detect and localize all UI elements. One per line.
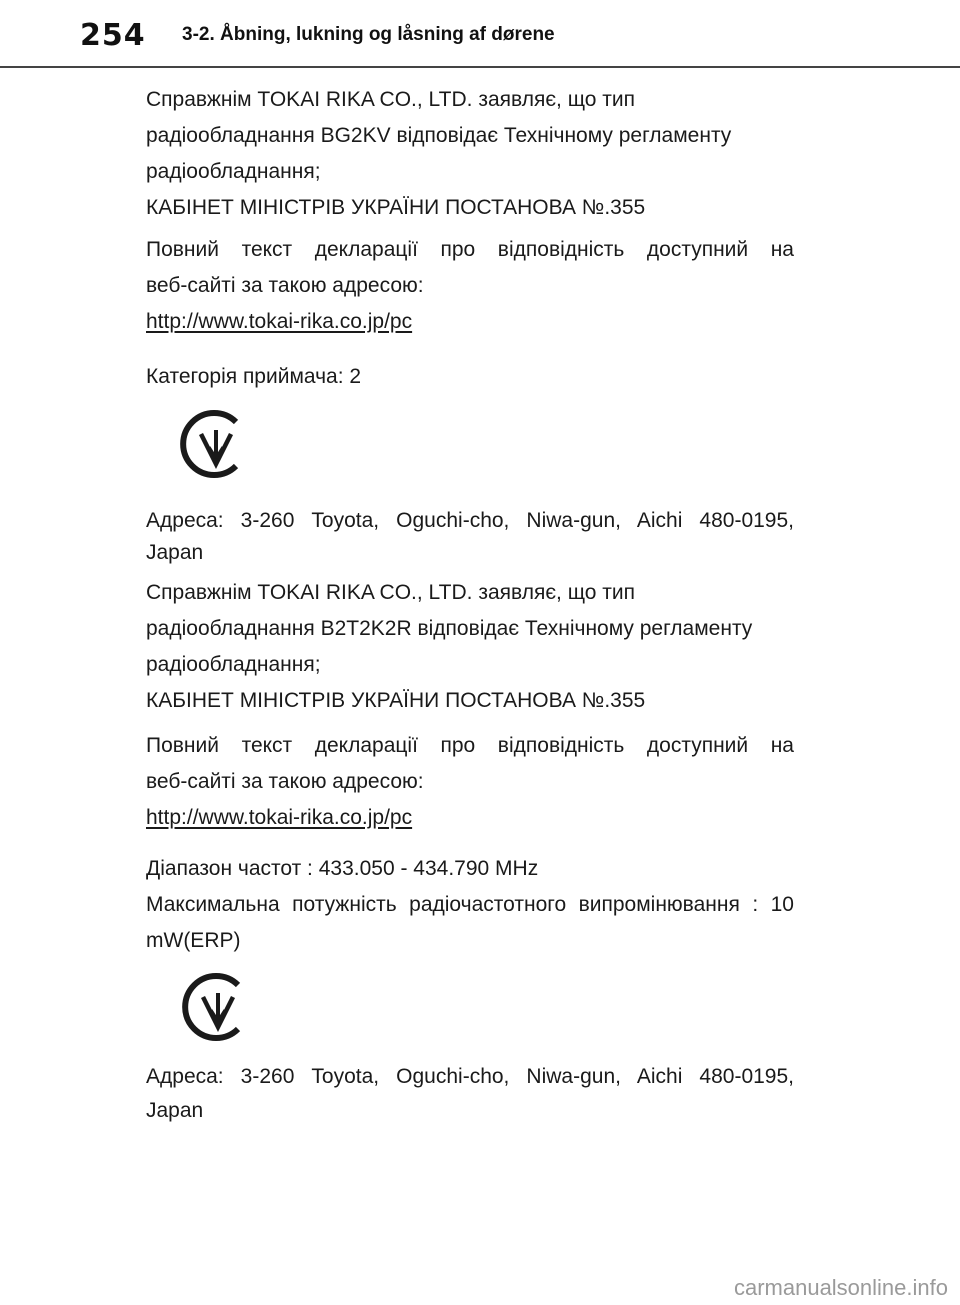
declaration-2-line-3: радіообладнання; — [146, 653, 321, 676]
declaration-1-url-link[interactable]: http://www.tokai-rika.co.jp/pc — [146, 310, 413, 333]
max-power-line-2: mW(ERP) — [146, 929, 241, 952]
declaration-2-fulltext — [146, 730, 794, 834]
declaration-2-text-2: веб-сайті за такою адресою: — [146, 770, 424, 793]
declaration-2-address-line-1: Адреса: 3-260 Toyota, Oguchi-cho, Niwa-gun, Aichi 480-0195, — [146, 1065, 794, 1088]
header-divider — [0, 66, 960, 68]
declaration-1-line-1: Справжнім TOKAI RIKA CO., LTD. заявляє, що тип — [146, 88, 635, 111]
declaration-2-address-line-2: Japan — [146, 1099, 204, 1122]
declaration-2-line-2: радіообладнання B2T2K2R відповідає Технічному регламенту — [146, 617, 753, 640]
declaration-1-line-4: КАБІНЕТ МІНІСТРІВ УКРАЇНИ ПОСТАНОВА №.355 — [146, 196, 646, 219]
declaration-2-line-4: КАБІНЕТ МІНІСТРІВ УКРАЇНИ ПОСТАНОВА №.355 — [146, 689, 646, 712]
ukrainian-conformity-mark-icon — [180, 971, 252, 1043]
declaration-1-fulltext — [146, 234, 794, 338]
declaration-1-line-2: радіообладнання BG2KV відповідає Технічному регламенту — [146, 124, 732, 147]
declaration-1-text-1: Повний текст декларації про відповідність доступний на — [146, 238, 794, 261]
declaration-2-text-1: Повний текст декларації про відповідність доступний на — [146, 734, 794, 757]
declaration-1-intro — [146, 84, 794, 224]
declaration-2-specs — [146, 853, 794, 957]
declaration-2-address — [146, 1061, 794, 1127]
page-header — [0, 0, 960, 70]
declaration-2-line-1: Справжнім TOKAI RIKA CO., LTD. заявляє, що тип — [146, 581, 635, 604]
declaration-1-address-line-1: Адреса: 3-260 Toyota, Oguchi-cho, Niwa-gun, Aichi 480-0195, — [146, 509, 794, 532]
declaration-2-intro — [146, 577, 794, 717]
declaration-1-address — [146, 505, 794, 569]
section-title: 3-2. Åbning, lukning og låsning af dørene — [182, 24, 555, 45]
declaration-1-category — [146, 361, 794, 393]
declaration-1-line-3: радіообладнання; — [146, 160, 321, 183]
declaration-2-url-link[interactable]: http://www.tokai-rika.co.jp/pc — [146, 806, 413, 829]
max-power-line-1: Максимальна потужність радіочастотного випромінювання : 10 — [146, 893, 794, 916]
receiver-category: Категорія приймача: 2 — [146, 365, 362, 388]
declaration-1-text-2: веб-сайті за такою адресою: — [146, 274, 424, 297]
watermark-text: carmanualsonline.info — [733, 1275, 948, 1300]
declaration-1-address-line-2: Japan — [146, 541, 204, 564]
page-number: 254 — [80, 18, 146, 53]
ukrainian-conformity-mark-icon — [178, 408, 250, 480]
frequency-range: Діапазон частот : 433.050 - 434.790 MHz — [146, 857, 539, 880]
